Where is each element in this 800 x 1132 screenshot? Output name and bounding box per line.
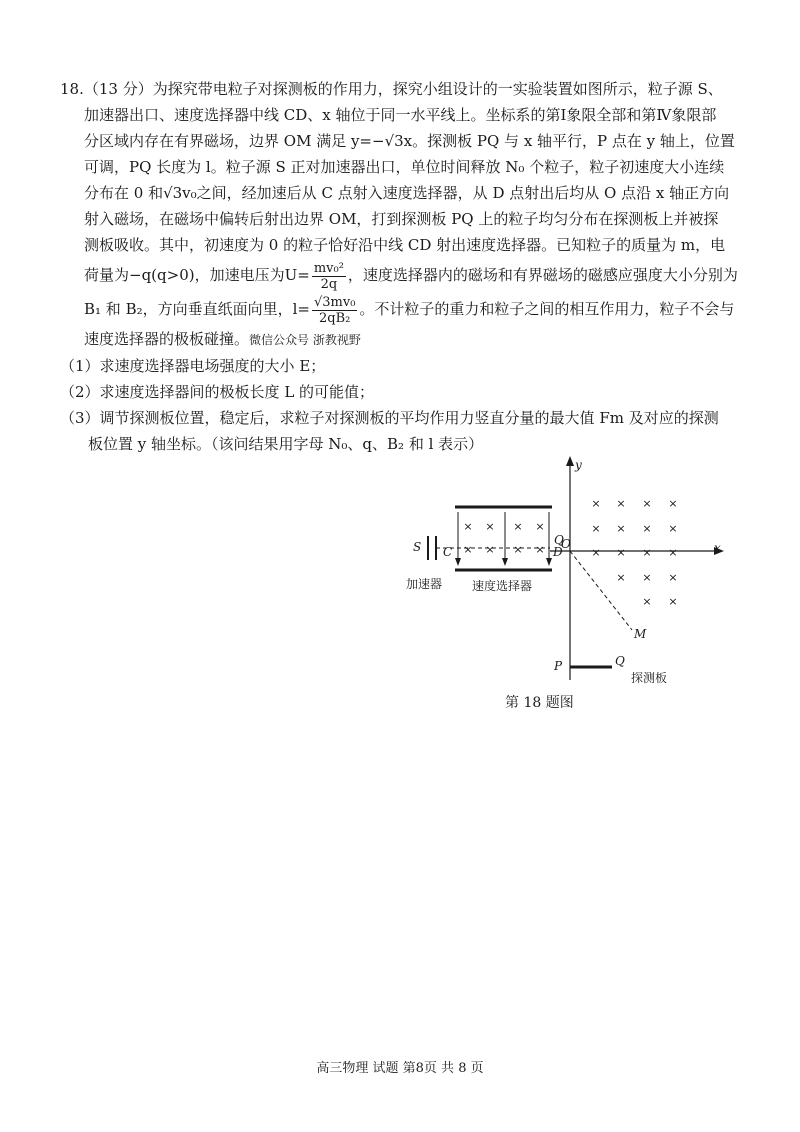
selector-field-mark: × xyxy=(463,520,473,533)
figure-caption: 第 18 题图 xyxy=(505,695,574,711)
boundary-om xyxy=(570,551,632,630)
label-c: C xyxy=(443,545,453,559)
label-d: D xyxy=(553,545,563,559)
region-field-mark: × xyxy=(642,571,652,584)
stem-line-2: 加速器出口、速度选择器中线 CD、x 轴位于同一水平线上。坐标系的第Ⅰ象限全部和第Ⅳ象限部 xyxy=(84,106,717,124)
sub-question-3-line-1: （3）调节探测板位置，稳定后，求粒子对探测板的平均作用力竖直分量的最大值 Fm 及对应的探测 xyxy=(60,409,719,427)
problem-points: （13 分） xyxy=(83,80,153,98)
label-detector: 探测板 xyxy=(631,671,668,685)
region-field-mark: × xyxy=(616,546,626,559)
label-s: S xyxy=(413,540,422,554)
figure-diagram xyxy=(400,448,740,698)
stem-line-4: 可调，PQ 长度为 l。粒子源 S 正对加速器出口，单位时间释放 N₀ 个粒子，粒子初速度大小连续 xyxy=(84,158,725,176)
region-field-mark: × xyxy=(668,571,678,584)
problem-18 xyxy=(60,76,750,457)
line9-text-b: 。不计粒子的重力和粒子之间的相互作用力，粒子不会与 xyxy=(359,300,735,318)
length-fraction xyxy=(312,295,357,326)
field-arrow-2 xyxy=(502,558,508,566)
length-denominator: 2qB₂ xyxy=(319,310,351,326)
line10-text: 速度选择器的极板碰撞。 xyxy=(84,330,250,348)
selector-field-mark: × xyxy=(535,520,545,533)
region-field-mark: × xyxy=(616,522,626,535)
stem-line-7: 测板吸收。其中，初速度为 0 的粒子恰好沿中线 CD 射出速度选择器。已知粒子的质量为 m，电 xyxy=(84,236,726,254)
sub-question-2: （2）求速度选择器间的极板长度 L 的可能值； xyxy=(60,383,375,401)
selector-field-mark: × xyxy=(535,543,545,556)
stem-line-9 xyxy=(60,292,750,326)
problem-number: 18. xyxy=(60,80,84,98)
region-field-mark: × xyxy=(668,497,678,510)
problem-figure xyxy=(400,448,740,728)
label-m: M xyxy=(634,627,647,641)
stem-line-5: 分布在 0 和√3v₀之间，经加速后从 C 点射入速度选择器，从 D 点射出后均从 O 点沿 x 轴正方向 xyxy=(84,184,730,202)
field-arrow-1 xyxy=(455,558,461,566)
label-p: P xyxy=(554,659,563,673)
voltage-numerator: mv₀² xyxy=(313,260,344,276)
selector-field-mark: × xyxy=(463,543,473,556)
stem-line-1 xyxy=(60,76,750,102)
sub-question-3-line-2: 板位置 y 轴坐标。（该问结果用字母 N₀、q、B₂ 和 l 表示） xyxy=(88,435,484,453)
stem-line-8 xyxy=(60,258,750,292)
label-velocity-selector: 速度选择器 xyxy=(472,579,533,593)
region-field-mark: × xyxy=(668,595,678,608)
region-field-mark: × xyxy=(591,522,601,535)
sub-question-1: （1）求速度选择器电场强度的大小 E； xyxy=(60,357,326,375)
region-field-mark: × xyxy=(642,522,652,535)
voltage-denominator: 2q xyxy=(320,276,338,292)
stem-text-1: 为探究带电粒子对探测板的作用力，探究小组设计的一实验装置如图所示，粒子源 S、 xyxy=(152,80,723,98)
label-x: x xyxy=(714,541,721,555)
region-field-mark: × xyxy=(591,546,601,559)
label-q-top: Q xyxy=(554,533,564,547)
label-q-bottom: Q xyxy=(615,654,625,668)
watermark-text: 微信公众号 浙教视野 xyxy=(249,333,361,347)
region-field-mark: × xyxy=(642,546,652,559)
y-axis-arrow xyxy=(566,456,574,466)
field-arrow-3 xyxy=(546,558,552,566)
stem-line-6: 射入磁场，在磁场中偏转后射出边界 OM，打到探测板 PQ 上的粒子均匀分布在探测板上并被探 xyxy=(84,210,719,228)
region-field-mark: × xyxy=(668,546,678,559)
length-numerator: √3mv₀ xyxy=(313,294,356,310)
voltage-fraction xyxy=(312,261,346,292)
region-field-mark: × xyxy=(616,571,626,584)
selector-field-mark: × xyxy=(485,520,495,533)
selector-field-mark: × xyxy=(485,543,495,556)
line8-text-a: 荷量为−q(q>0)，加速电压为U= xyxy=(84,266,310,284)
label-accelerator: 加速器 xyxy=(406,577,443,591)
region-field-mark: × xyxy=(591,497,601,510)
selector-field-mark: × xyxy=(513,543,523,556)
region-field-mark: × xyxy=(668,522,678,535)
label-y: y xyxy=(575,458,582,472)
line9-text-a: B₁ 和 B₂，方向垂直纸面向里，l= xyxy=(84,300,310,318)
region-field-mark: × xyxy=(616,497,626,510)
region-field-mark: × xyxy=(642,497,652,510)
page-footer: 高三物理 试题 第8页 共 8 页 xyxy=(316,1061,484,1076)
selector-field-mark: × xyxy=(513,520,523,533)
label-o: O xyxy=(561,537,571,551)
line8-text-b: ，速度选择器内的磁场和有界磁场的磁感应强度大小分别为 xyxy=(347,266,738,284)
stem-line-10 xyxy=(60,326,750,353)
stem-line-3: 分区域内存在有界磁场，边界 OM 满足 y=−√3x。探测板 PQ 与 x 轴平行，P 点在 y 轴上，位置 xyxy=(84,132,735,150)
region-field-mark: × xyxy=(642,595,652,608)
